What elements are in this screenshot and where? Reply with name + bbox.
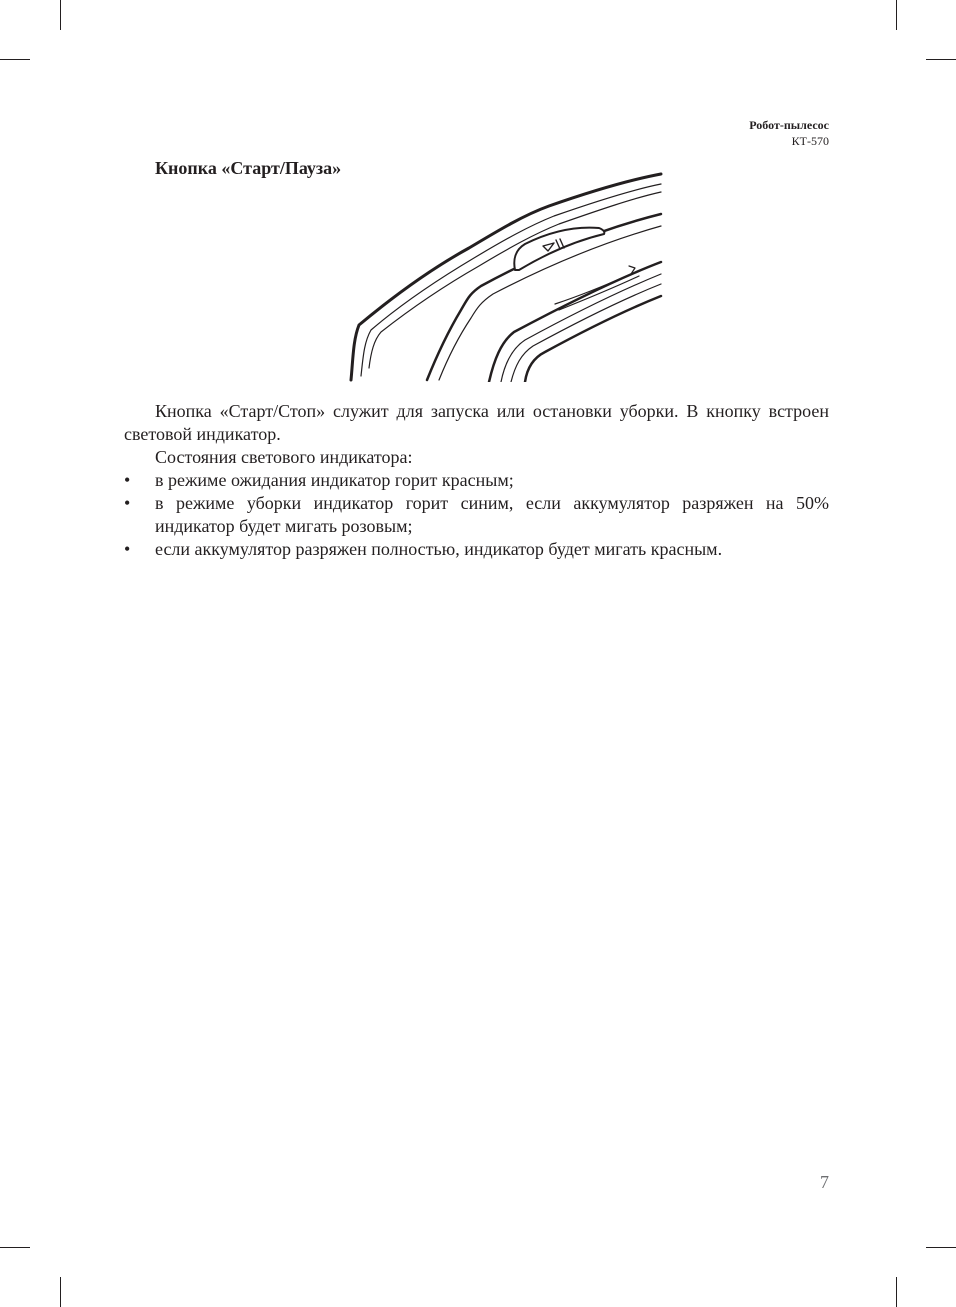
robot-panel-line xyxy=(489,262,661,382)
header-model: КТ-570 xyxy=(791,134,829,148)
section-title: Кнопка «Старт/Пауза» xyxy=(155,158,342,178)
body-text xyxy=(124,400,829,561)
crop-mark xyxy=(60,0,61,30)
indicator-states-list xyxy=(124,469,829,561)
list-item xyxy=(124,469,829,492)
crop-mark xyxy=(0,59,30,60)
page-number: 7 xyxy=(820,1172,829,1192)
crop-mark xyxy=(60,1277,61,1307)
list-item-text: в режиме ожидания индикатор горит красным; xyxy=(155,470,514,490)
list-item xyxy=(124,538,829,561)
crop-mark xyxy=(896,1277,897,1307)
bullet: • xyxy=(124,470,131,490)
bullet: • xyxy=(124,493,131,513)
bullet: • xyxy=(124,539,131,559)
crop-mark xyxy=(896,0,897,30)
header-product: Робот-пылесос xyxy=(749,118,829,132)
robot-sensor-slot xyxy=(555,266,635,304)
crop-mark xyxy=(926,59,956,60)
list-item-text: если аккумулятор разряжен полностью, индикатор будет мигать красным. xyxy=(155,539,723,559)
crop-mark xyxy=(926,1247,956,1248)
crop-mark xyxy=(0,1247,30,1248)
robot-sensor-slot xyxy=(559,276,639,310)
intro-paragraph: Кнопка «Старт/Стоп» служит для запуска или остановки уборки. В кнопку встроен световой индикатор. xyxy=(124,401,829,444)
robot-panel-line xyxy=(501,274,661,382)
list-item-text: в режиме уборки индикатор горит синим, если аккумулятор разряжен на 50% индикатор будет мигать розовым; xyxy=(155,493,829,536)
states-heading: Состояния светового индикатора: xyxy=(155,447,413,467)
robot-button-illustration xyxy=(349,170,663,382)
list-item xyxy=(124,492,829,538)
running-header xyxy=(749,117,829,149)
